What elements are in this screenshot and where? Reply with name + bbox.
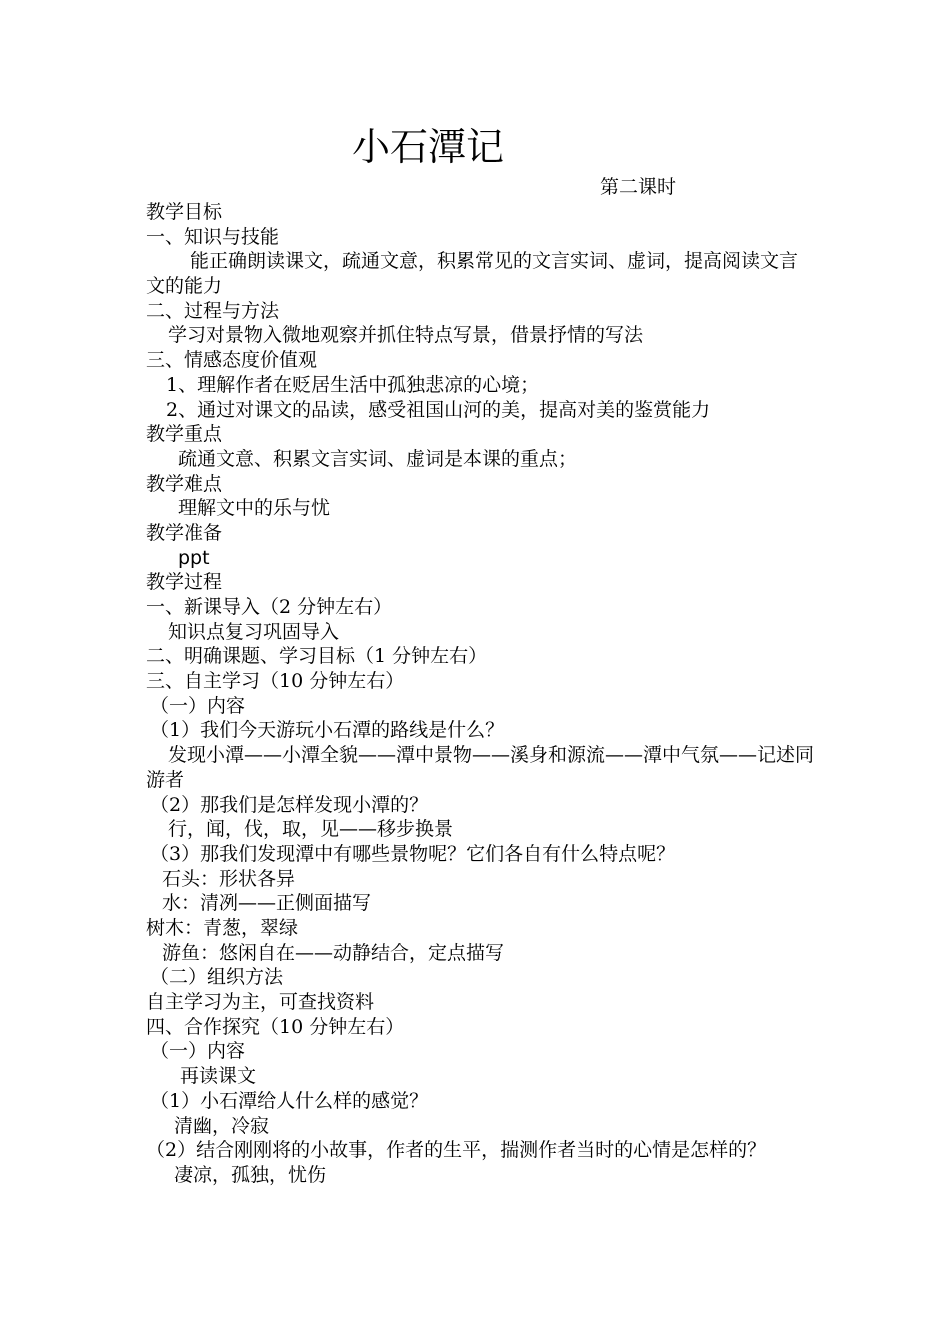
step-3-question-3: （3）那我们发现潭中有哪些景物呢？它们各自有什么特点呢？ bbox=[150, 842, 676, 865]
step-3-answer-3-water: 水：清冽——正侧面描写 bbox=[162, 892, 372, 915]
step-4-answer-2: 凄凉，孤独，忧伤 bbox=[174, 1163, 327, 1186]
heading-teaching-process: 教学过程 bbox=[146, 571, 223, 594]
goal-process-methods: 二、过程与方法 bbox=[146, 299, 280, 322]
goal-process-methods-text: 学习对景物入微地观察并抓住特点写景，借景抒情的写法 bbox=[168, 324, 644, 347]
goal-emotion-item-1: 1、理解作者在贬居生活中孤独悲凉的心境； bbox=[166, 373, 540, 396]
heading-difficulties: 教学难点 bbox=[146, 472, 223, 495]
step-3-content-heading: （一）内容 bbox=[150, 694, 246, 717]
step-3-method-heading: （二）组织方法 bbox=[150, 966, 284, 989]
step-2-topic-goals: 二、明确课题、学习目标（1 分钟左右） bbox=[146, 645, 488, 668]
step-3-self-study: 三、自主学习（10 分钟左右） bbox=[146, 670, 405, 693]
step-3-question-1: （1）我们今天游玩小石潭的路线是什么？ bbox=[150, 719, 505, 742]
preparation-text: ppt bbox=[178, 546, 210, 569]
step-1-intro: 一、新课导入（2 分钟左右） bbox=[146, 596, 393, 619]
goal-knowledge-skills: 一、知识与技能 bbox=[146, 225, 280, 248]
goal-emotion-values: 三、情感态度价值观 bbox=[146, 349, 318, 372]
step-4-question-2: （2）结合刚刚将的小故事，作者的生平，揣测作者当时的心情是怎样的？ bbox=[146, 1139, 767, 1162]
step-3-answer-3-stone: 石头：形状各异 bbox=[162, 867, 296, 890]
step-4-cooperative-inquiry: 四、合作探究（10 分钟左右） bbox=[146, 1015, 405, 1038]
step-3-question-2: （2）那我们是怎样发现小潭的？ bbox=[150, 793, 429, 816]
step-4-answer-1: 清幽，冷寂 bbox=[174, 1114, 270, 1137]
step-1-text: 知识点复习巩固导入 bbox=[168, 620, 340, 643]
goal-emotion-item-2: 2、通过对课文的品读，感受祖国山河的美，提高对美的鉴赏能力 bbox=[166, 398, 711, 421]
lesson-period: 第二课时 bbox=[600, 176, 677, 198]
step-4-question-1: （1）小石潭给人什么样的感觉？ bbox=[150, 1089, 429, 1112]
step-3-answer-3-fish: 游鱼：悠闲自在——动静结合，定点描写 bbox=[162, 941, 505, 964]
heading-preparation: 教学准备 bbox=[146, 521, 223, 544]
document-body bbox=[146, 200, 816, 1188]
document-title: 小石潭记 bbox=[352, 125, 505, 169]
step-3-method-text: 自主学习为主，可查找资料 bbox=[146, 991, 375, 1014]
key-points-text: 疏通文意、积累文言实词、虚词是本课的重点； bbox=[178, 447, 578, 470]
step-3-answer-3-trees: 树木：青葱，翠绿 bbox=[146, 917, 299, 939]
step-3-answer-2: 行，闻，伐，取，见——移步换景 bbox=[168, 818, 454, 841]
difficulties-text: 理解文中的乐与忧 bbox=[178, 497, 331, 520]
heading-key-points: 教学重点 bbox=[146, 423, 223, 446]
step-4-reread: 再读课文 bbox=[180, 1065, 257, 1088]
goal-knowledge-skills-text: 能正确朗读课文，疏通文意，积累常见的文言实词、虚词，提高阅读文言文的能力 bbox=[146, 250, 799, 298]
step-4-content-heading: （一）内容 bbox=[150, 1040, 246, 1063]
heading-teaching-goals: 教学目标 bbox=[146, 201, 223, 223]
step-3-answer-1: 发现小潭——小潭全貌——潭中景物——溪身和源流——潭中气氛——记述同游者 bbox=[146, 744, 815, 791]
